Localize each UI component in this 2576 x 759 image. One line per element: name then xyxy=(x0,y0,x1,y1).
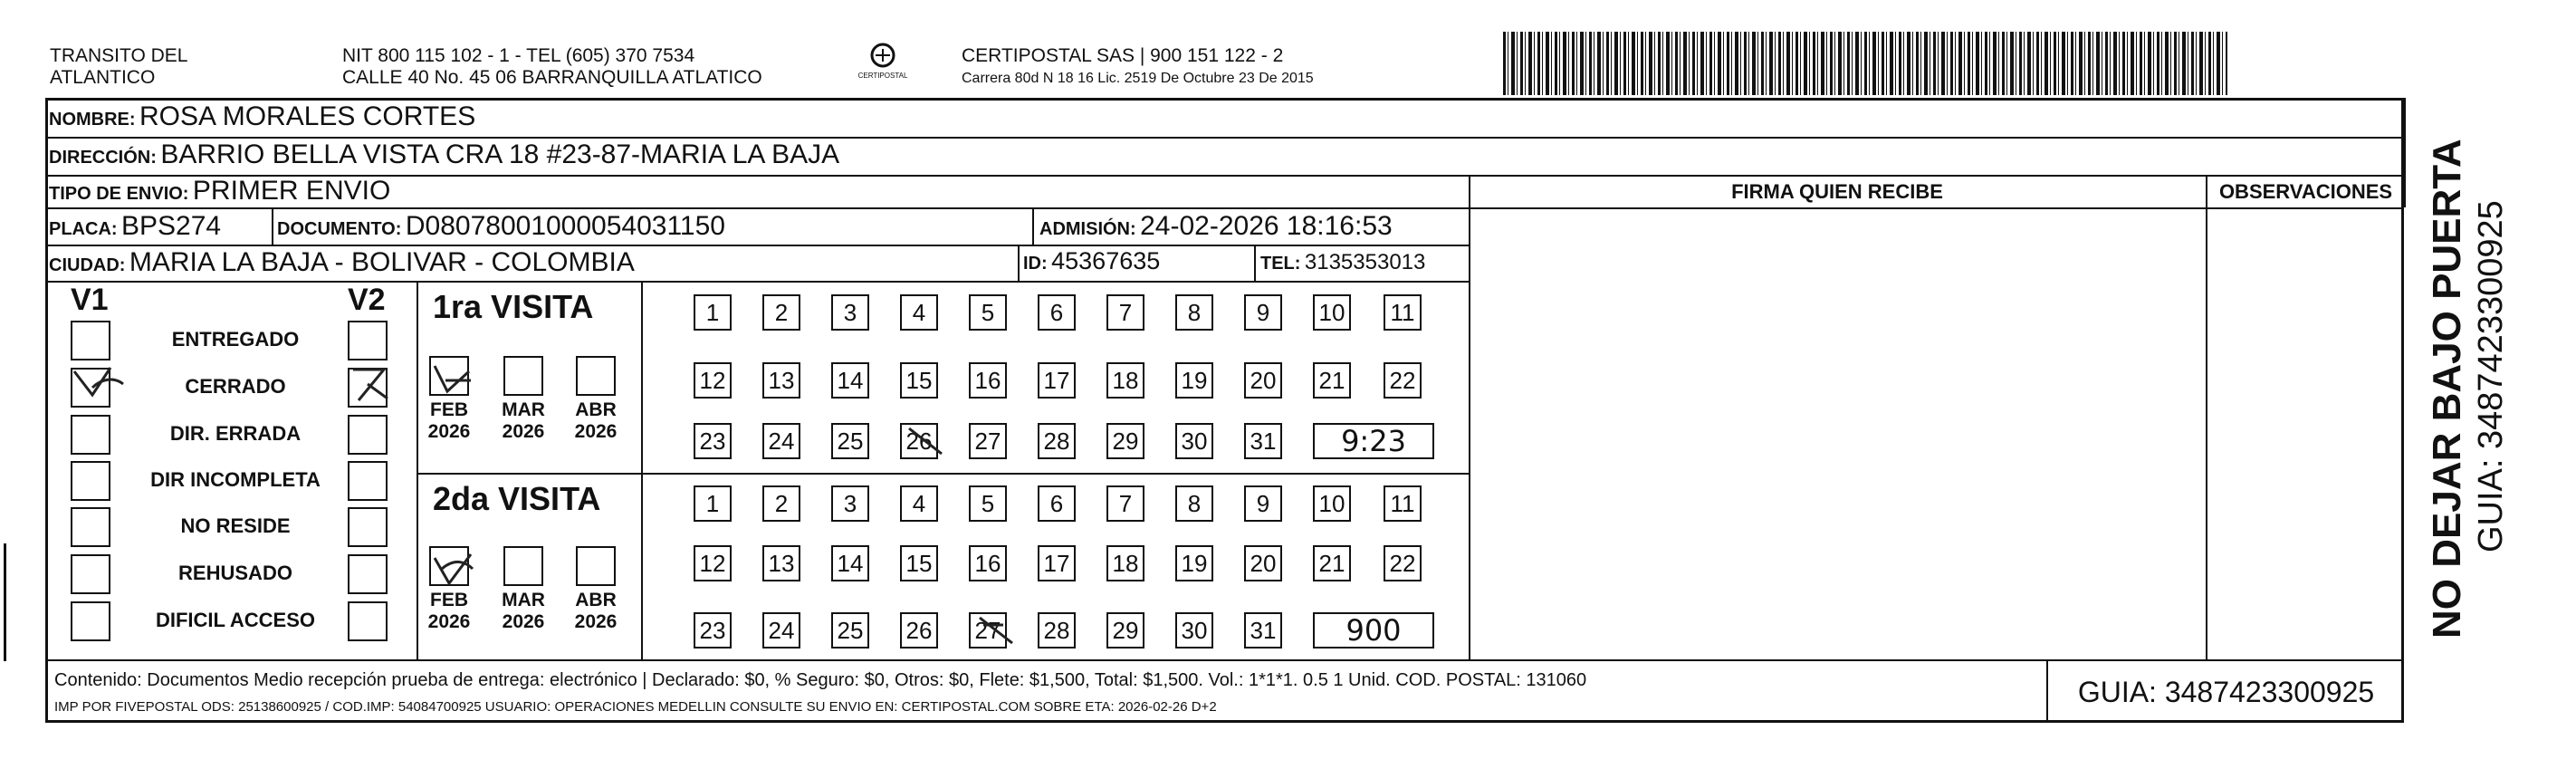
first-day-box[interactable]: 17 xyxy=(1038,362,1076,399)
firma-header: FIRMA QUIEN RECIBE xyxy=(1731,180,1943,203)
month-year: 2026 xyxy=(502,421,545,442)
handwritten-check-feb-first xyxy=(429,359,476,399)
admision-field xyxy=(1039,211,1393,242)
barcode xyxy=(1503,32,2227,95)
status-label: DIR. ERRADA xyxy=(169,422,302,445)
month-year: 2026 xyxy=(574,611,618,632)
second-month-label xyxy=(422,590,476,633)
nit-line: NIT 800 115 102 - 1 - TEL (605) 370 7534 xyxy=(342,45,695,66)
documento-label: DOCUMENTO: xyxy=(277,219,402,239)
second-day-box[interactable]: 10 xyxy=(1313,485,1351,522)
sender-info xyxy=(342,45,762,89)
second-day-box[interactable]: 18 xyxy=(1106,545,1144,581)
status-label: DIR INCOMPLETA xyxy=(150,468,321,491)
second-day-box[interactable]: 6 xyxy=(1038,485,1076,522)
first-day-box[interactable]: 25 xyxy=(831,423,869,459)
first-day-box[interactable]: 30 xyxy=(1175,423,1213,459)
ciudad-row xyxy=(49,247,635,278)
placa-row xyxy=(49,211,221,242)
second-visit-title: 2da VISITA xyxy=(433,480,601,517)
second-month-checkbox[interactable] xyxy=(576,546,616,586)
second-day-box[interactable]: 24 xyxy=(762,612,800,649)
imp-line: IMP POR FIVEPOSTAL ODS: 25138600925 / COD.IMP: 54084700925 USUARIO: OPERACIONES MEDELLIN CONSULTE SU ENVIO EN: CERTIPOSTAL.COM SOBRE ETA: 2026-02-26 D+2 xyxy=(54,699,1217,715)
status-label: NO RESIDE xyxy=(180,514,291,537)
second-day-box[interactable]: 4 xyxy=(900,485,938,522)
direccion-label: DIRECCIÓN: xyxy=(49,148,157,168)
handwritten-mark-day-26 xyxy=(905,423,945,459)
second-day-box[interactable]: 17 xyxy=(1038,545,1076,581)
first-day-box[interactable]: 23 xyxy=(694,423,732,459)
first-day-box[interactable]: 9 xyxy=(1244,294,1282,331)
first-day-box[interactable]: 26 xyxy=(900,423,938,459)
first-day-box[interactable]: 1 xyxy=(694,294,732,331)
transit-line-2: ATLANTICO xyxy=(50,67,156,88)
second-day-box[interactable]: 1 xyxy=(694,485,732,522)
first-day-box[interactable]: 10 xyxy=(1313,294,1351,331)
margin-mark xyxy=(4,543,6,661)
first-day-box[interactable]: 15 xyxy=(900,362,938,399)
ciudad-label: CIUDAD: xyxy=(49,255,126,275)
second-month-label xyxy=(569,590,623,633)
first-day-box[interactable]: 2 xyxy=(762,294,800,331)
first-day-box[interactable]: 31 xyxy=(1244,423,1282,459)
company-line: CERTIPOSTAL SAS | 900 151 122 - 2 xyxy=(962,45,1284,66)
first-visit-title: 1ra VISITA xyxy=(433,288,594,325)
month-name: MAR xyxy=(502,590,545,610)
guia-vertical: GUIA: 3487423300925 xyxy=(2472,200,2510,552)
first-day-box[interactable]: 24 xyxy=(762,423,800,459)
first-day-box[interactable]: 20 xyxy=(1244,362,1282,399)
second-day-box[interactable]: 27 xyxy=(969,612,1007,649)
second-day-box[interactable]: 30 xyxy=(1175,612,1213,649)
first-day-box[interactable]: 16 xyxy=(969,362,1007,399)
second-day-box[interactable]: 11 xyxy=(1384,485,1422,522)
placa-value: BPS274 xyxy=(121,211,222,241)
second-day-box[interactable]: 9 xyxy=(1244,485,1282,522)
first-day-box[interactable]: 13 xyxy=(762,362,800,399)
handwritten-check-v1-cerrado xyxy=(71,362,129,404)
first-day-box[interactable]: 5 xyxy=(969,294,1007,331)
documento-value: D08078001000054031150 xyxy=(405,211,725,241)
second-day-box[interactable]: 28 xyxy=(1038,612,1076,649)
second-day-box[interactable]: 23 xyxy=(694,612,732,649)
first-day-box[interactable]: 6 xyxy=(1038,294,1076,331)
tel-value: 3135353013 xyxy=(1304,250,1426,274)
handwritten-mark-day-27 xyxy=(976,612,1016,649)
observaciones-header: OBSERVACIONES xyxy=(2218,180,2393,203)
first-day-box[interactable]: 19 xyxy=(1175,362,1213,399)
admision-value: 24-02-2026 18:16:53 xyxy=(1140,211,1393,241)
direccion-row xyxy=(49,139,839,170)
month-name: ABR xyxy=(575,590,617,610)
contenido-line: Contenido: Documentos Medio recepción prueba de entrega: electrónico | Declarado: $0, % Seguro: $0, Otros: $0, Flete: $1,500, Total: $1,500. Vol.: 1*1*1. 0.5 1 Unid. COD. POSTAL: 131060 xyxy=(54,670,1587,690)
first-month-checkbox[interactable] xyxy=(503,356,543,396)
second-day-box[interactable]: 14 xyxy=(831,545,869,581)
company-info xyxy=(962,45,1314,87)
id-label: ID: xyxy=(1023,254,1048,274)
first-day-box[interactable]: 12 xyxy=(694,362,732,399)
status-label: DIFICIL ACCESO xyxy=(155,609,315,631)
no-dejar-bajo-puerta: NO DEJAR BAJO PUERTA xyxy=(2425,139,2469,639)
month-year: 2026 xyxy=(427,421,471,442)
tel-field xyxy=(1260,250,1425,275)
first-month-label xyxy=(569,399,623,443)
first-time-box[interactable]: 9:23 xyxy=(1313,423,1434,459)
second-day-box[interactable]: 16 xyxy=(969,545,1007,581)
transit-line-1: TRANSITO DEL xyxy=(50,45,188,66)
second-day-box[interactable]: 25 xyxy=(831,612,869,649)
month-name: MAR xyxy=(502,399,545,420)
id-field xyxy=(1023,247,1160,275)
month-year: 2026 xyxy=(574,421,618,442)
first-day-box[interactable]: 22 xyxy=(1384,362,1422,399)
first-day-box[interactable]: 3 xyxy=(831,294,869,331)
first-day-box[interactable]: 8 xyxy=(1175,294,1213,331)
first-day-box[interactable]: 28 xyxy=(1038,423,1076,459)
tipo-value: PRIMER ENVIO xyxy=(192,176,391,206)
second-day-box[interactable]: 2 xyxy=(762,485,800,522)
second-day-box[interactable]: 8 xyxy=(1175,485,1213,522)
documento-field xyxy=(277,211,725,242)
first-month-label xyxy=(496,399,551,443)
second-day-box[interactable]: 20 xyxy=(1244,545,1282,581)
handwritten-check-v2-cerrado xyxy=(348,364,391,404)
certipostal-logo xyxy=(851,42,915,80)
first-day-box[interactable]: 11 xyxy=(1384,294,1422,331)
tipo-label: TIPO DE ENVIO: xyxy=(49,184,189,204)
first-month-label xyxy=(422,399,476,443)
status-label: ENTREGADO xyxy=(171,328,300,351)
nombre-row xyxy=(49,101,475,132)
month-name: FEB xyxy=(430,590,468,610)
first-day-box[interactable]: 29 xyxy=(1106,423,1144,459)
second-day-box[interactable]: 15 xyxy=(900,545,938,581)
nombre-label: NOMBRE: xyxy=(49,110,136,130)
second-day-box[interactable]: 12 xyxy=(694,545,732,581)
second-day-box[interactable]: 21 xyxy=(1313,545,1351,581)
second-day-box[interactable]: 3 xyxy=(831,485,869,522)
transit-name xyxy=(50,45,187,89)
v2-label: V2 xyxy=(348,283,386,317)
second-time-box[interactable]: 900 xyxy=(1313,612,1434,649)
logo-icon xyxy=(867,42,899,69)
second-day-box[interactable]: 22 xyxy=(1384,545,1422,581)
status-label: REHUSADO xyxy=(178,562,292,584)
second-day-box[interactable]: 7 xyxy=(1106,485,1144,522)
second-day-box[interactable]: 29 xyxy=(1106,612,1144,649)
handwritten-check-feb-second xyxy=(429,549,476,589)
second-day-box[interactable]: 13 xyxy=(762,545,800,581)
second-day-box[interactable]: 19 xyxy=(1175,545,1213,581)
logo-text: CERTIPOSTAL xyxy=(857,72,908,80)
nombre-value: ROSA MORALES CORTES xyxy=(139,101,476,131)
v1-label: V1 xyxy=(71,283,109,317)
status-label: CERRADO xyxy=(185,375,286,398)
first-day-box[interactable]: 4 xyxy=(900,294,938,331)
second-day-box[interactable]: 5 xyxy=(969,485,1007,522)
license-line: Carrera 80d N 18 16 Lic. 2519 De Octubre 23 De 2015 xyxy=(962,71,1314,86)
ciudad-value: MARIA LA BAJA - BOLIVAR - COLOMBIA xyxy=(129,247,635,277)
month-name: FEB xyxy=(430,399,468,420)
first-day-box[interactable]: 27 xyxy=(969,423,1007,459)
second-day-box[interactable]: 26 xyxy=(900,612,938,649)
tel-label: TEL: xyxy=(1260,254,1301,274)
address-line: CALLE 40 No. 45 06 BARRANQUILLA ATLATICO xyxy=(342,67,762,88)
second-day-box[interactable]: 31 xyxy=(1244,612,1282,649)
first-day-box[interactable]: 14 xyxy=(831,362,869,399)
first-day-box[interactable]: 21 xyxy=(1313,362,1351,399)
admision-label: ADMISIÓN: xyxy=(1039,219,1136,239)
first-month-checkbox[interactable] xyxy=(576,356,616,396)
second-month-checkbox[interactable] xyxy=(503,546,543,586)
first-day-box[interactable]: 7 xyxy=(1106,294,1144,331)
placa-label: PLACA: xyxy=(49,219,118,239)
month-year: 2026 xyxy=(502,611,545,632)
guia-footer: GUIA: 3487423300925 xyxy=(2077,676,2375,708)
id-value: 45367635 xyxy=(1051,247,1161,274)
month-name: ABR xyxy=(575,399,617,420)
second-month-label xyxy=(496,590,551,633)
month-year: 2026 xyxy=(427,611,471,632)
first-day-box[interactable]: 18 xyxy=(1106,362,1144,399)
tipo-row xyxy=(49,176,390,207)
direccion-value: BARRIO BELLA VISTA CRA 18 #23-87-MARIA LA BAJA xyxy=(160,139,840,169)
